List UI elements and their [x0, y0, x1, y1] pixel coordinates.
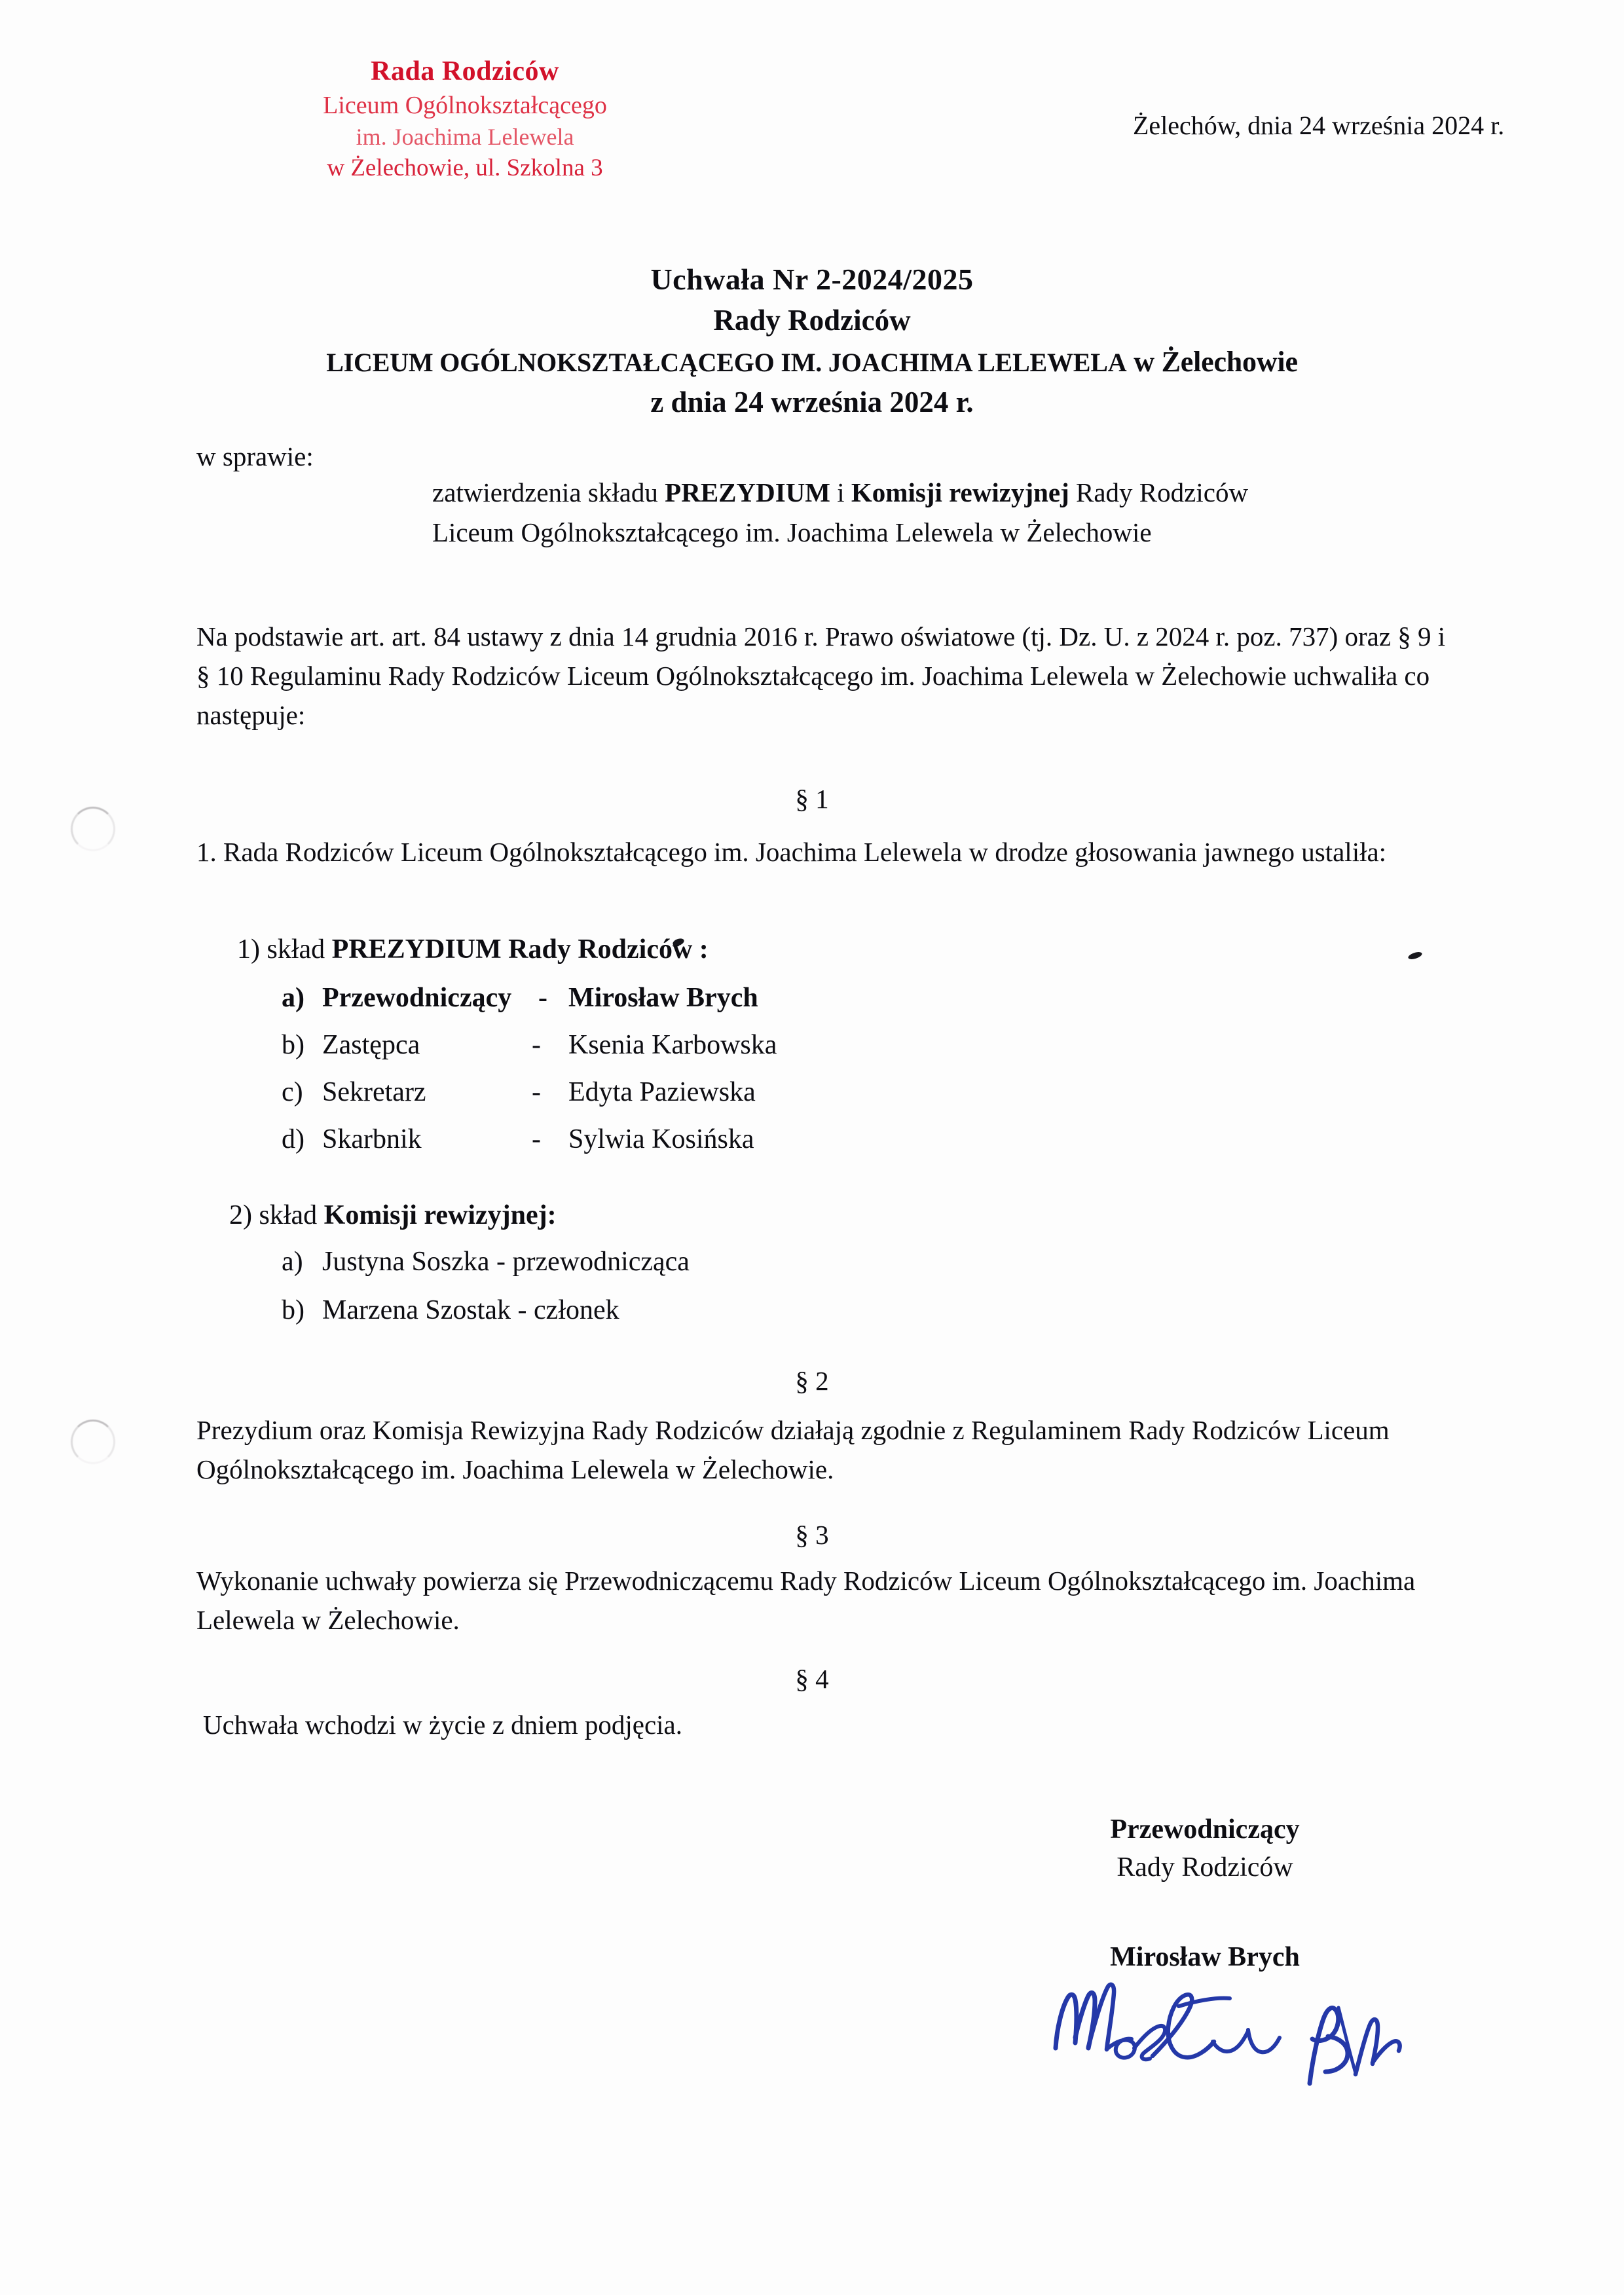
member-name: Mirosław Brych — [568, 983, 758, 1013]
handwritten-signature — [1048, 1964, 1414, 2089]
list-marker: c) — [282, 1077, 303, 1107]
subject-bold-komisja: Komisji rewizyjnej — [851, 477, 1069, 507]
subject-line-2: Liceum Ogólnokształcącego im. Joachima Lelewela w Żelechowie — [432, 517, 1152, 547]
signature-role-title: Przewodniczący — [1110, 1814, 1300, 1845]
komisja-list-bold: Komisji rewizyjnej: — [323, 1200, 557, 1230]
komisja-members-list — [282, 1246, 690, 1343]
signature-role-block — [969, 1814, 1441, 1883]
stamp-line-4: w Żelechowie, ul. Szkolna 3 — [327, 154, 603, 181]
section-3-text: Wykonanie uchwały powierza się Przewodniczącemu Rady Rodziców Liceum Ogólnokształcącego im. Joachima Lelewela w Żelechowie. — [196, 1566, 1416, 1635]
subject-text-3: Rady Rodziców — [1069, 477, 1249, 507]
section-1-heading: § 1 — [795, 784, 829, 814]
title-date: z dnia 24 września 2024 r. — [650, 386, 974, 418]
section-2-heading: § 2 — [795, 1366, 829, 1396]
list-marker: a) — [282, 1247, 303, 1277]
member-role: Przewodniczący — [322, 983, 512, 1013]
komisja-row — [282, 1294, 690, 1326]
member-role: Sekretarz — [322, 1077, 426, 1107]
prezydium-list-prefix: 1) skład — [237, 934, 332, 964]
komisja-row — [282, 1246, 690, 1277]
list-marker: b) — [282, 1030, 304, 1060]
stamp-line-2: Liceum Ogólnokształcącego — [323, 91, 607, 119]
title-school-town: w Żelechowie — [1126, 346, 1298, 378]
title-body-name: Rady Rodziców — [713, 304, 911, 337]
stamp-line-1: Rada Rodziców — [371, 56, 559, 86]
subject-text-2: i — [830, 477, 851, 507]
komisja-list-label — [229, 1196, 557, 1235]
prezydium-row — [282, 1124, 777, 1155]
section-4-text: Uchwała wchodzi w życie z dniem podjęcia. — [203, 1710, 682, 1740]
prezydium-list-label — [237, 930, 709, 969]
place-and-date: Żelechów, dnia 24 września 2024 r. — [1133, 111, 1505, 140]
stamp-line-3: im. Joachima Lelewela — [356, 123, 574, 150]
member-name: Sylwia Kosińska — [568, 1124, 754, 1154]
section-2-text: Prezydium oraz Komisja Rewizyjna Rady Rodziców działają zgodnie z Regulaminem Rady Rodziców Liceum Ogólnokształcącego im. Joachima Lelewela w Żelechowie. — [196, 1415, 1390, 1484]
ink-speck-margin — [1407, 951, 1423, 961]
separator-dash: - — [532, 1077, 541, 1107]
prezydium-row — [282, 982, 777, 1014]
prezydium-row — [282, 1076, 777, 1108]
title-school-caps: LICEUM OGÓLNOKSZTAŁCĄCEGO IM. JOACHIMA LELEWELA — [326, 348, 1127, 377]
subject-text-1: zatwierdzenia składu — [432, 477, 665, 507]
section-1-intro: 1. Rada Rodziców Liceum Ogólnokształcącego im. Joachima Lelewela w drodze głosowania jawnego ustaliła: — [196, 837, 1387, 867]
punch-hole-artifact-bottom — [71, 1420, 115, 1464]
school-council-stamp — [255, 54, 674, 184]
prezydium-list-bold: PREZYDIUM Rady Rodziców : — [331, 934, 709, 964]
member-name: Ksenia Karbowska — [568, 1030, 777, 1060]
member-role: Zastępca — [322, 1030, 420, 1060]
separator-dash: - — [532, 1124, 541, 1154]
legal-basis-paragraph: Na podstawie art. art. 84 ustawy z dnia 14 grudnia 2016 r. Prawo oświatowe (tj. Dz. U. z 2024 r. poz. 737) oraz § 9 i § 10 Regulaminu Rady Rodziców Liceum Ogólnokształcącego im. Joachima Lelewela w Żelechowie uchwaliła co następuje: — [196, 621, 1446, 730]
prezydium-row — [282, 1029, 777, 1061]
title-resolution-number: Uchwała Nr 2-2024/2025 — [650, 263, 974, 296]
signatory-name: Mirosław Brych — [1110, 1942, 1300, 1972]
signature-role-org: Rady Rodziców — [1116, 1852, 1293, 1882]
member-name: Edyta Paziewska — [568, 1077, 756, 1107]
separator-dash: - — [532, 1030, 541, 1060]
subject-body — [432, 473, 1454, 552]
komisja-member-text: Marzena Szostak - członek — [322, 1295, 619, 1325]
list-marker: a) — [282, 983, 304, 1013]
subject-bold-prezydium: PREZYDIUM — [665, 477, 830, 507]
list-marker: d) — [282, 1124, 304, 1154]
document-title-block — [0, 262, 1624, 419]
title-school-name — [0, 345, 1624, 378]
subject-label: w sprawie: — [196, 441, 314, 471]
komisja-member-text: Justyna Soszka - przewodnicząca — [322, 1247, 690, 1277]
prezydium-members-list — [282, 982, 777, 1171]
list-marker: b) — [282, 1295, 304, 1325]
section-4-heading: § 4 — [795, 1664, 829, 1694]
member-role: Skarbnik — [322, 1124, 422, 1154]
separator-dash: - — [538, 983, 547, 1013]
komisja-list-prefix: 2) skład — [229, 1200, 324, 1230]
section-3-heading: § 3 — [795, 1520, 829, 1550]
